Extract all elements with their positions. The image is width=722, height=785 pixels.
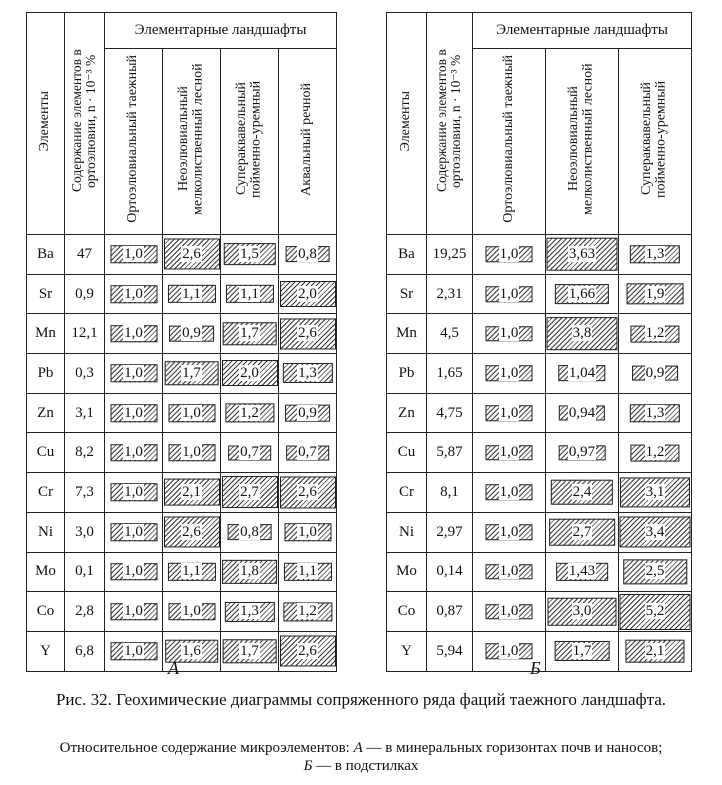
ratio-value: 1,0 [499, 285, 519, 302]
ratio-value: 1,0 [499, 245, 519, 262]
ratio-cell [473, 552, 546, 592]
table-row [27, 235, 337, 275]
landscape-header: Ортоэлювиальный таежный [105, 49, 163, 235]
ratio-value: 1,0 [499, 444, 519, 461]
element-content: 5,94 [427, 631, 473, 671]
landscape-header: Неоэлювиальный мелколиственный лесной [163, 49, 221, 235]
ratio-cell [473, 354, 546, 394]
element-content: 12,1 [65, 314, 105, 354]
ratio-cell [473, 314, 546, 354]
table-row [27, 592, 337, 632]
ratio-cell [619, 473, 692, 513]
ratio-value: 0,7 [298, 444, 317, 461]
ratio-value: 2,0 [240, 364, 259, 381]
ratio-value: 1,0 [182, 444, 201, 461]
ratio-cell [619, 592, 692, 632]
element-content: 4,75 [427, 393, 473, 433]
table-row [387, 274, 692, 314]
ratio-value: 1,7 [240, 325, 259, 342]
ratio-cell [105, 314, 163, 354]
caption-note-letter-b: Б [303, 758, 313, 774]
ratio-cell [546, 631, 619, 671]
element-symbol: Ni [27, 512, 65, 552]
ratio-value: 1,7 [572, 642, 592, 659]
table-row [27, 393, 337, 433]
element-symbol: Ba [387, 235, 427, 275]
ratio-cell [221, 433, 279, 473]
element-content: 0,3 [65, 354, 105, 394]
caption-note-a: — в минеральных горизонтах почв и наносов; [362, 740, 663, 756]
ratio-cell [221, 473, 279, 513]
ratio-value: 0,8 [240, 523, 259, 540]
caption-note-prefix: Относительное содержание микроэлементов: [59, 740, 354, 756]
ratio-cell [105, 235, 163, 275]
ratio-cell [619, 393, 692, 433]
ratio-cell [163, 314, 221, 354]
ratio-value: 0,7 [240, 444, 259, 461]
ratio-cell [473, 592, 546, 632]
ratio-value: 1,04 [568, 364, 596, 381]
table-row [387, 592, 692, 632]
table-row [27, 473, 337, 513]
ratio-value: 1,3 [298, 364, 317, 381]
element-content: 19,25 [427, 235, 473, 275]
ratio-value: 1,0 [182, 404, 201, 421]
ratio-cell [619, 235, 692, 275]
ratio-value: 1,43 [568, 563, 596, 580]
element-content: 1,65 [427, 354, 473, 394]
table-row [27, 512, 337, 552]
ratio-value: 2,6 [298, 483, 317, 500]
ratio-cell [279, 473, 337, 513]
element-content: 0,14 [427, 552, 473, 592]
ratio-cell [546, 393, 619, 433]
ratio-cell [221, 354, 279, 394]
ratio-cell [473, 473, 546, 513]
table-row [27, 433, 337, 473]
table-row [387, 314, 692, 354]
ratio-value: 2,1 [645, 642, 665, 659]
ratio-cell [163, 354, 221, 394]
ratio-value: 1,0 [124, 642, 143, 659]
ratio-cell [105, 393, 163, 433]
ratio-cell [473, 393, 546, 433]
ratio-value: 1,3 [240, 603, 259, 620]
ratio-cell [546, 512, 619, 552]
landscape-header: Супераквавельный пойменно-уремный [619, 49, 692, 235]
ratio-value: 1,5 [240, 245, 259, 262]
ratio-value: 2,5 [645, 563, 665, 580]
ratio-value: 1,9 [645, 285, 665, 302]
table-row [387, 433, 692, 473]
element-symbol: Pb [387, 354, 427, 394]
ratio-cell [163, 473, 221, 513]
ratio-cell [221, 512, 279, 552]
band-header-landscapes: Элементарные ландшафты [473, 13, 692, 49]
ratio-value: 2,1 [182, 483, 201, 500]
table-row [27, 631, 337, 671]
element-content: 7,3 [65, 473, 105, 513]
table-row [387, 393, 692, 433]
ratio-cell [163, 235, 221, 275]
ratio-cell [546, 473, 619, 513]
element-symbol: Mo [387, 552, 427, 592]
ratio-value: 1,0 [499, 603, 519, 620]
ratio-value: 1,0 [124, 285, 143, 302]
table-row [27, 552, 337, 592]
element-content: 2,31 [427, 274, 473, 314]
element-symbol: Mn [27, 314, 65, 354]
ratio-cell [619, 433, 692, 473]
ratio-cell [105, 512, 163, 552]
landscape-header: Супераквавельный пойменно-уремный [221, 49, 279, 235]
ratio-cell [163, 393, 221, 433]
ratio-cell [546, 314, 619, 354]
element-content: 3,0 [65, 512, 105, 552]
caption-note-b: — в подстилках [312, 758, 419, 774]
ratio-value: 1,0 [124, 603, 143, 620]
figure-caption: Рис. 32. Геохимические диаграммы сопряженного ряда фаций таежного ландшафта. [55, 690, 667, 709]
ratio-cell [105, 473, 163, 513]
element-content: 0,1 [65, 552, 105, 592]
table-row [27, 314, 337, 354]
ratio-value: 1,7 [182, 364, 201, 381]
ratio-value: 1,66 [568, 285, 596, 302]
panel-label-b: Б [530, 658, 541, 678]
element-content: 3,1 [65, 393, 105, 433]
band-header-landscapes: Элементарные ландшафты [105, 13, 337, 49]
ratio-cell [473, 512, 546, 552]
ratio-value: 2,7 [240, 483, 259, 500]
figure-caption-note [0, 739, 722, 775]
ratio-cell [279, 512, 337, 552]
element-content: 4,5 [427, 314, 473, 354]
ratio-cell [619, 354, 692, 394]
element-content: 5,87 [427, 433, 473, 473]
ratio-cell [163, 433, 221, 473]
table-row [27, 354, 337, 394]
ratio-cell [279, 631, 337, 671]
ratio-value: 1,1 [240, 285, 259, 302]
ratio-value: 0,9 [182, 325, 201, 342]
element-symbol: Cu [387, 433, 427, 473]
column-header-elements: Элементы [27, 13, 65, 235]
landscape-header: Ортоэлювиальный таежный [473, 49, 546, 235]
ratio-cell [221, 314, 279, 354]
ratio-cell [473, 274, 546, 314]
element-symbol: Zn [387, 393, 427, 433]
landscape-header: Аквальный речной [279, 49, 337, 235]
ratio-value: 3,63 [568, 245, 596, 262]
ratio-cell [221, 274, 279, 314]
ratio-value: 1,1 [182, 563, 201, 580]
caption-note-letter-a: А [353, 740, 363, 756]
ratio-cell [221, 235, 279, 275]
ratio-value: 1,7 [240, 642, 259, 659]
ratio-value: 1,0 [499, 563, 519, 580]
element-content: 0,87 [427, 592, 473, 632]
ratio-cell [279, 274, 337, 314]
ratio-cell [619, 512, 692, 552]
ratio-cell [163, 274, 221, 314]
ratio-value: 1,0 [499, 364, 519, 381]
ratio-cell [546, 592, 619, 632]
ratio-value: 1,3 [645, 245, 665, 262]
ratio-cell [619, 274, 692, 314]
diagram-table-a [26, 12, 337, 672]
element-symbol: Cr [27, 473, 65, 513]
table-row [387, 473, 692, 513]
ratio-cell [279, 592, 337, 632]
ratio-value: 3,0 [572, 603, 592, 620]
element-symbol: Zn [27, 393, 65, 433]
ratio-value: 2,6 [298, 642, 317, 659]
element-symbol: Ni [387, 512, 427, 552]
ratio-value: 1,0 [499, 642, 519, 659]
ratio-value: 1,0 [499, 404, 519, 421]
ratio-value: 1,0 [182, 603, 201, 620]
ratio-value: 1,3 [645, 404, 665, 421]
ratio-cell [279, 393, 337, 433]
ratio-value: 1,0 [124, 444, 143, 461]
landscape-header: Неоэлювиальный мелколиственный лесной [546, 49, 619, 235]
ratio-cell [163, 552, 221, 592]
ratio-value: 0,9 [298, 404, 317, 421]
ratio-cell [105, 354, 163, 394]
table-row [387, 354, 692, 394]
element-symbol: Pb [27, 354, 65, 394]
ratio-value: 1,0 [124, 404, 143, 421]
ratio-cell [619, 552, 692, 592]
element-symbol: Sr [387, 274, 427, 314]
ratio-cell [546, 552, 619, 592]
ratio-value: 1,2 [645, 325, 665, 342]
element-content: 0,9 [65, 274, 105, 314]
ratio-value: 1,0 [298, 523, 317, 540]
element-symbol: Y [27, 631, 65, 671]
ratio-value: 1,0 [499, 325, 519, 342]
ratio-value: 1,0 [124, 563, 143, 580]
ratio-value: 0,8 [298, 245, 317, 262]
ratio-value: 1,0 [499, 523, 519, 540]
ratio-cell [279, 314, 337, 354]
ratio-value: 1,2 [645, 444, 665, 461]
ratio-cell [221, 552, 279, 592]
element-content: 8,2 [65, 433, 105, 473]
element-symbol: Ba [27, 235, 65, 275]
ratio-cell [163, 512, 221, 552]
ratio-cell [105, 631, 163, 671]
element-content: 2,8 [65, 592, 105, 632]
element-symbol: Co [387, 592, 427, 632]
ratio-value: 1,0 [124, 325, 143, 342]
table-row [387, 512, 692, 552]
table-row [387, 235, 692, 275]
ratio-value: 1,8 [240, 563, 259, 580]
ratio-value: 2,4 [572, 483, 592, 500]
element-symbol: Cr [387, 473, 427, 513]
ratio-cell [546, 235, 619, 275]
ratio-cell [546, 433, 619, 473]
ratio-value: 2,6 [182, 245, 201, 262]
ratio-value: 1,1 [298, 563, 317, 580]
ratio-value: 1,0 [124, 364, 143, 381]
element-symbol: Mo [27, 552, 65, 592]
ratio-cell [279, 235, 337, 275]
ratio-value: 2,6 [182, 523, 201, 540]
ratio-value: 0,94 [568, 404, 596, 421]
ratio-value: 1,6 [182, 642, 201, 659]
ratio-cell [473, 433, 546, 473]
element-content: 8,1 [427, 473, 473, 513]
ratio-cell [105, 433, 163, 473]
table-row [387, 552, 692, 592]
ratio-value: 3,4 [645, 523, 665, 540]
ratio-value: 5,2 [645, 603, 665, 620]
diagram-table-b [386, 12, 692, 672]
ratio-value: 1,0 [124, 245, 143, 262]
ratio-value: 2,6 [298, 325, 317, 342]
element-content: 2,97 [427, 512, 473, 552]
element-symbol: Mn [387, 314, 427, 354]
ratio-cell [279, 354, 337, 394]
ratio-value: 1,0 [124, 483, 143, 500]
ratio-cell [221, 592, 279, 632]
element-symbol: Co [27, 592, 65, 632]
element-symbol: Sr [27, 274, 65, 314]
ratio-value: 2,7 [572, 523, 592, 540]
element-content: 47 [65, 235, 105, 275]
ratio-cell [279, 433, 337, 473]
element-symbol: Cu [27, 433, 65, 473]
column-header-elements: Элементы [387, 13, 427, 235]
ratio-value: 3,8 [572, 325, 592, 342]
ratio-cell [105, 274, 163, 314]
ratio-cell [105, 552, 163, 592]
ratio-value: 3,1 [645, 483, 665, 500]
ratio-value: 1,2 [240, 404, 259, 421]
ratio-value: 1,1 [182, 285, 201, 302]
element-content: 6,8 [65, 631, 105, 671]
ratio-cell [473, 235, 546, 275]
table-row [27, 274, 337, 314]
ratio-cell [619, 314, 692, 354]
column-header-content: Содержание элементов в ортоэлювии, n · 10⁻³ % [65, 13, 105, 235]
ratio-cell [221, 631, 279, 671]
ratio-value: 1,0 [499, 483, 519, 500]
ratio-value: 1,0 [124, 523, 143, 540]
ratio-value: 0,97 [568, 444, 596, 461]
ratio-cell [163, 592, 221, 632]
element-symbol: Y [387, 631, 427, 671]
ratio-cell [221, 393, 279, 433]
ratio-value: 0,9 [645, 364, 665, 381]
ratio-cell [546, 274, 619, 314]
panel-label-a: А [168, 658, 179, 678]
ratio-value: 1,2 [298, 603, 317, 620]
ratio-cell [105, 592, 163, 632]
ratio-cell [279, 552, 337, 592]
ratio-cell [546, 354, 619, 394]
ratio-value: 2,0 [298, 285, 317, 302]
ratio-cell [619, 631, 692, 671]
column-header-content: Содержание элементов в ортоэлювии, n · 10⁻³ % [427, 13, 473, 235]
